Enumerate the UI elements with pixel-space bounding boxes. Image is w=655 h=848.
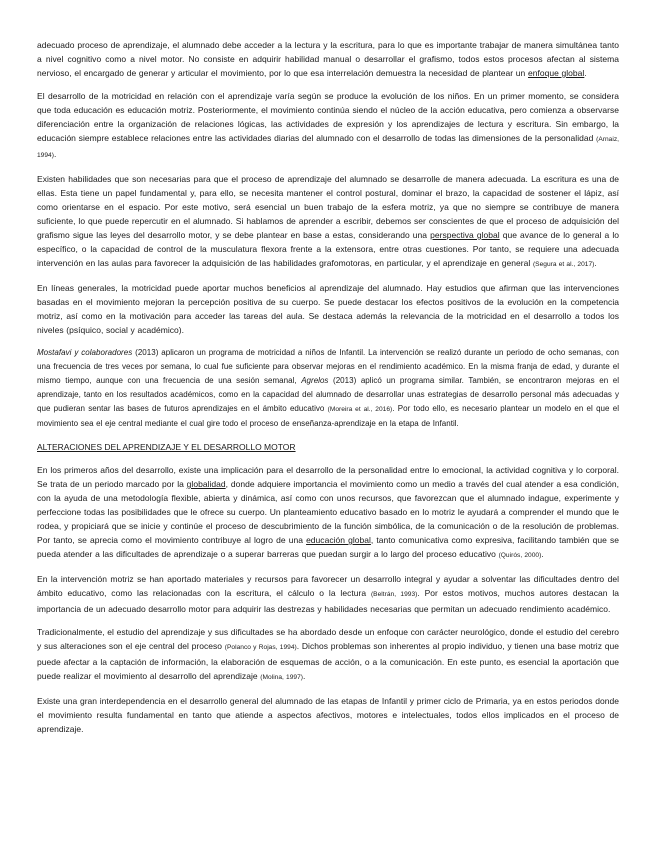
citation-quiros: (Quirós, 2000) [498, 552, 542, 559]
paragraph-6-text-d: . [541, 549, 544, 559]
paragraph-4 [37, 281, 619, 337]
citation-molina: (Molina, 1997) [260, 674, 304, 681]
paragraph-3 [37, 172, 619, 272]
paragraph-7-text-b: . Por estos motivos, muchos autores destacan la importancia de un adecuado desarrollo motor para adquirir las destrezas y habilidades necesarias que permitan un adecuado rendimiento académico. [37, 588, 619, 614]
paragraph-6-text-c: , tanto comunicativa como expresiva, facilitando también que se pueda atender a las dificultades de aprendizaje o a superar barreras que puedan surgir a lo largo del proceso educativo [37, 535, 619, 559]
author-mostafavi: Mostafavi y colaboradores [37, 348, 133, 357]
citation-polanco: (Polanco y Rojas, 1994) [224, 644, 297, 651]
paragraph-7 [37, 572, 619, 616]
citation-beltran: (Beltrán, 1993) [370, 591, 418, 598]
paragraph-3-text-a: Existen habilidades que son necesarias para que el proceso de aprendizaje del alumnado se desarrolle de manera adecuada. La escritura es una de ellas. Esta tiene un papel fundamental y, para ello, se necesita mantener el control postural, dominar el brazo, la capacidad de sostener el lápiz, así como orientarse en el espacio. Por este motivo, será esencial un buen trabajo de la esfera motriz, ya que no siempre se contribuye de manera suficiente, lo que puede repercutir en el alumnado. Si hablamos de aprender a escribir, debemos ser conscientes de que el proceso de adquisición del grafismo sigue las leyes del desarrollo motor, y se debe plantear en base a estas, considerando una [37, 174, 619, 240]
paragraph-9 [37, 694, 619, 736]
link-globalidad[interactable]: globalidad [186, 479, 226, 489]
paragraph-8 [37, 625, 619, 685]
paragraph-1-text-b: . [584, 68, 587, 78]
paragraph-7-text-a: En la intervención motriz se han aportado materiales y recursos para favorecer un desarrollo integral y ayudar a solventar las dificultades dentro del ámbito educativo, como las relacionadas con la escritura, el cálculo o la lectura [37, 574, 619, 598]
paragraph-6-text-b: , donde adquiere importancia el movimiento como un medio a través del cual atender a esa condición, con la ayuda de una metodología flexible, abierta y dinámica, así como con unos recursos, que favorezcan que el alumnado indague, experimente y perfeccione todas las posibilidades que le ofrece su cuerpo. Un planteamiento educativo basado en lo motriz le ayudará a comprender el mundo que le rodea, y propiciará que se inicie y continúe el proceso de descubrimiento de la función simbólica, de la comunicación o de la resolución de problemas. Por tanto, se aprecia como el movimiento contribuye al logro de una [37, 479, 619, 545]
paragraph-3-text-b: que avance de lo general a lo específico, o la capacidad de control de la musculatura flexora frente a la extensora, entre otras cuestiones. Por tanto, se requiere una adecuada intervención en las aulas para favorecer la adquisición de las habilidades grafomotoras, en particular, y el aprendizaje en general [37, 230, 619, 268]
citation-moreira: (Moreira et al., 2016) [327, 406, 393, 413]
paragraph-6 [37, 463, 619, 563]
paragraph-5-text-a: (2013) aplicaron un programa de motricidad a niños de Infantil. La intervención se realizó durante un periodo de ocho semanas, con una frecuencia de tres veces por semana, lo cual fue suficiente para observar mejoras en el rendimiento académico. En la misma franja de edad, y durante el mismo tiempo, aunque con una frecuencia de una sesión semanal, [37, 348, 619, 385]
paragraph-5-text-c: . Por todo ello, es necesario plantear un modelo en el que el movimiento sea el eje central mediante el cual gire todo el proceso de enseñanza-aprendizaje en la etapa de Infantil. [37, 404, 619, 428]
section-heading: ALTERACIONES DEL APRENDIZAJE Y EL DESARROLLO MOTOR [37, 442, 296, 452]
paragraph-8-text-b: . Dichos problemas son inherentes al propio individuo, y tienen una base motriz que puede afectar a la captación de información, la elaboración de esquemas de acción, o a la comunicación. En este punto, es esencial la aportación que puede realizar el movimiento al desarrollo del aprendizaje [37, 641, 619, 681]
paragraph-5 [37, 346, 619, 431]
link-enfoque-global[interactable]: enfoque global [527, 68, 585, 78]
paragraph-1 [37, 38, 619, 80]
paragraph-5-text-b: (2013) aplicó un programa similar. También, se encontraron mejoras en el aprendizaje, tanto en los resultados académicos, como en la capacidad del alumnado de desarrollar unas estrategias de desarrollo personal más adecuadas y que pudieran sentar las bases de futuros aprendizajes en el ámbito educativo [37, 376, 619, 413]
citation-segura: (Segura et al., 2017) [532, 261, 595, 268]
paragraph-2-text-b: . [53, 149, 57, 159]
paragraph-8-text-c: . [303, 671, 306, 681]
paragraph-6-text-a: En los primeros años del desarrollo, existe una implicación para el desarrollo de la personalidad entre lo emocional, la actividad cognitiva y lo corporal. Se trata de un periodo marcado por la [37, 465, 619, 489]
paragraph-2-text-a: El desarrollo de la motricidad en relación con el aprendizaje varía según se produce la evolución de los niños. En un primer momento, se considera que toda educación es educación motriz. Posteriormente, el movimiento continúa siendo el núcleo de la acción educativa, pero comienza a observarse diferenciación entre la organización de relaciones lógicas, las actividades de expresión y los aprendizajes de lectura y escritura. Sin embargo, la educación siempre establece relaciones entre las actividades diarias del alumnado con el desarrollo de todas las dimensiones de la personalidad [37, 91, 619, 143]
paragraph-1-text-a: adecuado proceso de aprendizaje, el alumnado debe acceder a la lectura y la escritura, para lo que es importante trabajar de manera simultánea tanto a nivel cognitivo como a nivel motor. No consiste en adquirir habilidad manual o desarrollar el grafismo, todos estos procesos afectan al sistema nervioso, el encargado de generar y articular el movimiento, por lo que esa interrelación demuestra la necesidad de plantear un [37, 40, 619, 78]
link-educacion-global[interactable]: educación global [306, 535, 371, 545]
citation-arnaiz: (Arnaiz, 1994) [37, 136, 619, 159]
author-agrelos: Agrelos [301, 376, 329, 385]
paragraph-4-text: En líneas generales, la motricidad puede aportar muchos beneficios al aprendizaje del alumnado. Hay estudios que afirman que las intervenciones basadas en el movimiento mejoran la percepción positiva de su cuerpo. Se puede destacar los efectos positivos de la evolución en la competencia motriz, así como en la motivación para acceder las tareas del aula. Se destaca además la relevancia de la motricidad en el desarrollo a todos los niveles (psíquico, social y académico). [37, 283, 619, 335]
paragraph-9-text: Existe una gran interdependencia en el desarrollo general del alumnado de las etapas de Infantil y primer ciclo de Primaria, ya en estos periodos donde el movimiento resulta fundamental en tanto que atiende a aspectos afectivos, motores e intelectuales, todos ellos implicados en el proceso de aprendizaje. [37, 696, 619, 734]
link-perspectiva-global[interactable]: perspectiva global [430, 230, 500, 240]
paragraph-2 [37, 89, 619, 163]
paragraph-8-text-a: Tradicionalmente, el estudio del aprendizaje y sus dificultades se ha abordado desde un enfoque con carácter neurológico, donde el estudio del cerebro y sus alteraciones son el eje central del proceso [37, 627, 619, 651]
paragraph-3-text-c: . [594, 258, 597, 268]
